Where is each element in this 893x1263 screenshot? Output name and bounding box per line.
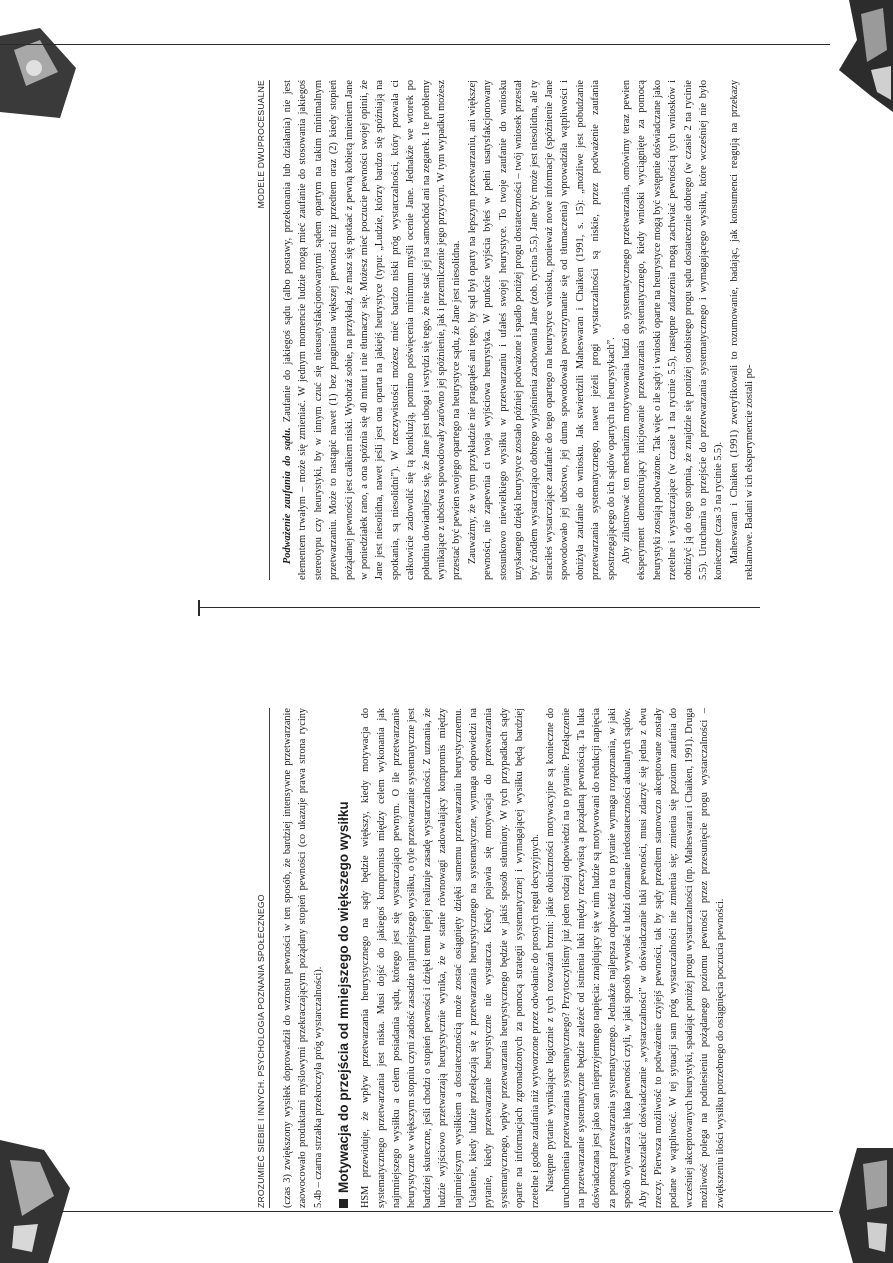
scan-artifact-bottom-right: [833, 1148, 893, 1263]
body-paragraph-3-text: Zaufanie do jakiegoś sądu (albo postawy, przekonania lub działania) nie jest elementem trwałym – może się zmieniać. W jednym momencie ludzie mogą mieć zaufanie do stosowania jakiegoś stereotypu czy heurystyki, by w innym czuć się nieusatysfakcjonowanymi sądem opartym na takim minimalnym przetwarzaniu. Może to nastąpić nawet (1) bez pragnienia większej pewności niż przedtem oraz (2) kiedy stopień pożądanej pewności jest całkiem niski. Wyobraź sobie, na przykład, że masz się spotkać z pewną kobietą imieniem Jane w poniedziałek rano, a ona spóźnia się 40 minut i nie tłumaczy się. Możesz mieć poczucie pewności swojej opinii, że Jane jest niesolidna, nawet jeśli jest ona oparta na jakiejś heurystyce (typu: „Ludzie, którzy bardzo się spóźniają na spotkania, są niesolidni”). W rzeczywistości możesz mieć bardzo niski próg wystarczalności, który pozwala ci całkowicie zadowolić się tą konkluzją, pomimo poświęcenia minimum myśli ocenie Jane. Jednakże we wtorek po południu dowiadujesz się, że Jane jest uboga i wstydzi się tego, że nie stać jej na samochód ani na zegarek. I te problemy wynikające z ubóstwa spowodowały zarówno jej spóźnienie, jak i przemilczenie jego przyczyn. W tym wypadku możesz przestać być pewien swojego opartego na heurystyce sądu, że Jane jest niesolidna.: [282, 80, 463, 580]
scan-tick-middle: [198, 600, 200, 616]
body-paragraph-2: Następne pytanie wynikające logicznie z tych rozważań brzmi: jakie okoliczności motywacyjne są konieczne do uruchomienia przetwarzania systematycznego? Przytoczyliśmy już jeden rodzaj odpowiedzi na to pytanie. Przełączenie na przetwarzanie systematyczne będzie zależeć od istnienia luki między rzeczywistą a pożądaną pewnością. Ta luka doświadczana jest jako stan nieprzyjemnego napięcia: znajdujący się w nim ludzie są motywowani do redukcji napięcia za pomocą przetwarzania systematycznego. Jednakże najlepsza odpowiedź na to pytanie wymaga rozpoznania, w jaki sposób wytwarza się luka pewności czyli, w jaki sposób wywołać u ludzi doznanie niedostateczności aktualnych sądów. Aby przekształcić doświadczanie „wystarczalności” w doświadczanie luki pewności, musi zdarzyć się jedna z dwu rzeczy. Pierwsza możliwość to podważenie czyjejś pewności, tak by sądy przedtem stanowczo akceptowane zostały podane w wątpliwość. W tej sytuacji sam próg wystarczalności nie zmienia się; zmienia się poziom zaufania do wcześniej akceptowanych heurystyki, spadając poniżej progu wystarczalności (np. Maheswaran i Chaiken, 1991). Druga możliwość polega na podniesieniu pożądanego poziomu pewności przez przesunięcie progu wystarczalności – zwiększeniu ilości wysiłku potrzebnego do osiągnięcia poczucia pewności.: [545, 708, 726, 1208]
section-heading-text: Motywacja do przejścia od mniejszego do większego wysiłku: [336, 801, 352, 1193]
scan-artifact-top-right: [831, 0, 893, 112]
scan-artifact-bottom-left: [0, 1140, 70, 1263]
body-paragraph-4: Zauważmy, że w tym przykładzie nie pragnąłeś ani tego, by sąd był oparty na lepszym przetwarzaniu, ani większej pewności, nie zapewnia ci twoja wyjściowa heurystyka. W punkcie wyjścia byłeś w pełni usatysfakcjonowany stosunkowo niewielkiego wysiłku w przetwarzaniu i ufałeś swojej heurystyce. To twoje zaufanie do wniosku uzyskanego dzięki heurystyce zostało później podważone i spadło poniżej progu dostateczności – twój wniosek przestał być źródłem wystarczająco dobrego wyjaśnienia zachowania Jane (zob. rycina 5.5). Jane być może jest niesolidna, ale ty straciłeś wystarczające zaufanie do tego opartego na heurystyce wniosku, ponieważ nowe informacje (spóźnienie Jane spowodowało jej ubóstwo, jej duma spowodowała powstrzymanie się od tłumaczenia) wprowadziła wątpliwości i obniżyła zaufanie do wniosku. Jak stwierdzili Maheswaran i Chaiken (1991, s. 15): „możliwe jest pobudzanie przetwarzania systematycznego, nawet jeżeli progi wystarczalności są niskie, przez podważenie zaufania spostrzegającego do ich sądów opartych na heurystykach”.: [466, 80, 617, 580]
italic-lead: Podważenie zaufania do sądu.: [282, 427, 293, 564]
running-head-right: MODELE DWUPROCESUALNE: [256, 80, 270, 580]
body-paragraph-6: Maheswaran i Chaiken (1991) zweryfikowali to rozumowanie, badając, jak konsumenci reagują na przekazy reklamowe. Badani w ich eksperymencie zostali po-: [728, 80, 756, 580]
body-paragraph-1: HSM przewiduje, że wpływ przetwarzania heurystycznego na sądy będzie większy, kiedy motywacja do systematycznego przetwarzania jest niska. Musi dojść do jakiegoś kompromisu między celem wykonania jak najmniejszego wysiłku a celem posiadania sądu, którego jest się wystarczająco pewnym. O ile przetwarzanie heurystyczne w większym stopniu czyni zadość zasadzie najmniejszego wysiłku, o tyle przetwarzanie systematyczne jest bardziej skuteczne, jeśli chodzi o stopień pewności i dzięki temu lepiej realizuje zasadę wystarczalności. Z uznania, że ludzie wyjściowo przetwarzają heurystycznie wynika, że w stanie równowagi zadowalający kompromis między najmniejszym wysiłkiem a dostatecznością może zostać osiągnięty dzięki samemu przetwarzaniu heurystycznemu. Ustalenie, kiedy ludzie przełączają się z przetwarzania heurystycznego na systematyczne, wymaga odpowiedzi na pytanie, kiedy przetwarzanie heurystyczne nie wystarcza. Kiedy pojawia się motywacja do przetwarzania systematycznego, wpływ przetwarzania heurystycznego będzie w jakiś sposób stłumiony. W tych przypadkach sądy oparte na informacjach zgromadzonych za pomocą strategii systematycznej i wymagającej wysiłku będą bardziej rzetelne i godne zaufania niż wytworzone przez odwołanie do prostych reguł decyzyjnych.: [360, 708, 541, 1208]
scan-rule-middle: [200, 607, 760, 608]
intro-paragraph: (czas 3) zwiększony wysiłek doprowadził do wzrostu pewności w ten sposób, że bardziej intensywne przetwarzanie zaowocowało produktami myślowymi przekraczającym pożądany stopień pewności (co ukazuje prawa strona ryciny 5.4b – czarna strzałka przekroczyła próg wystarczalności).: [282, 708, 324, 1208]
book-page-left: [256, 708, 726, 1208]
running-head-left: ZROZUMIEĆ SIEBIE I INNYCH. PSYCHOLOGIA POZNANIA SPOŁECZNEGO: [256, 708, 270, 1208]
scan-rule-top: [0, 44, 830, 45]
body-paragraph-5: Aby zilustrować ten mechanizm motywowania ludzi do systematycznego przetwarzania, omówimy teraz pewien eksperyment demonstrujący inicjowanie przetwarzania systematycznego, kiedy wnioski wyciągnięte za pomocą heurystyki zostają podważone. Tak więc o ile sądy i wnioski oparte na heurystyce mogą być wstępnie doświadczane jako rzetelne i wystarczające (w czasie 1 na rycinie 5.5), następne zdarzenia mogą zachwiać pewnością tych wniosków i obniżyć ją do tego stopnia, że znajdzie się poniżej osobistego progu sądu dostatecznie dobrego (w czasie 2 na rycinie 5.5). Uruchamia to przejście do przetwarzania systematycznego i wymagającego wysiłku, które wcześniej nie było konieczne (czas 3 na rycinie 5.5).: [620, 80, 725, 580]
square-bullet-icon: [339, 1199, 348, 1208]
body-paragraph-3: [280, 80, 465, 580]
section-heading: [336, 708, 352, 1208]
scan-artifact-top-left: [0, 28, 76, 118]
scan-rule-bottom: [60, 1211, 833, 1212]
book-page-right: [256, 80, 756, 580]
